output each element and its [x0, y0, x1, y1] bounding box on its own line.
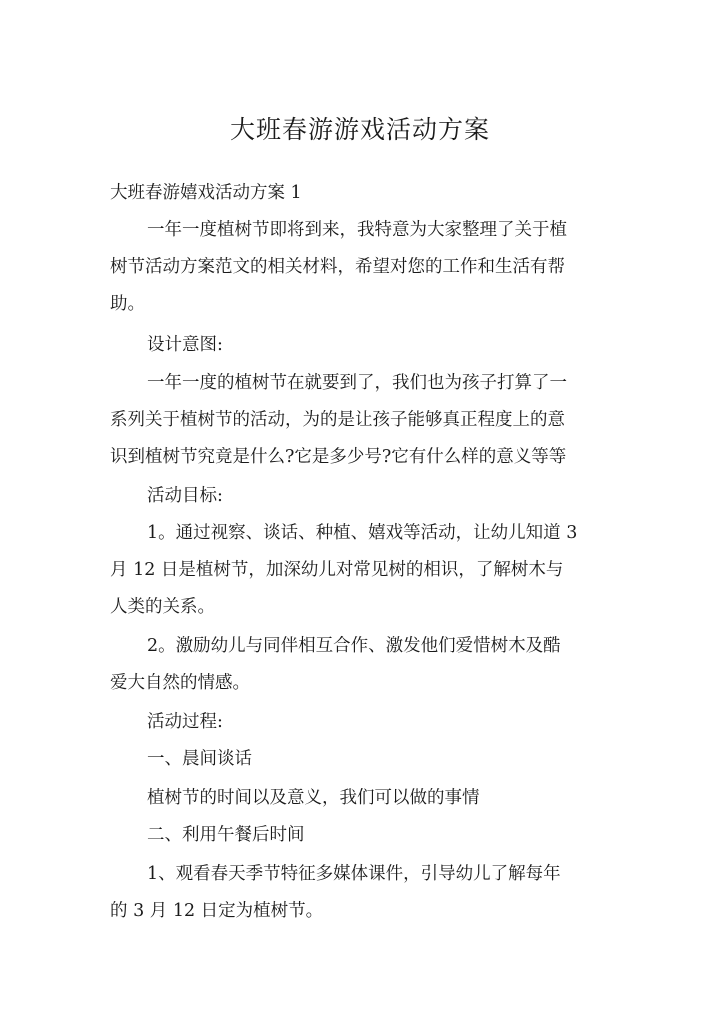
paragraph-line: 识到植树节究竟是什么?它是多少号?它有什么样的意义等等 — [110, 447, 567, 467]
subheading-activity-goals: 活动目标: — [147, 486, 223, 506]
paragraph-line: 助。 — [110, 294, 145, 314]
paragraph-line: 树节活动方案范文的相关材料，希望对您的工作和生活有帮 — [110, 257, 565, 277]
subheading-activity-process: 活动过程: — [147, 712, 223, 732]
paragraph-line: 人类的关系。 — [110, 597, 215, 617]
section-heading: 大班春游嬉戏活动方案 1 — [110, 183, 302, 203]
paragraph-line: 的 3 月 12 日定为植树节。 — [110, 901, 324, 921]
paragraph-line: 植树节的时间以及意义，我们可以做的事情 — [147, 788, 480, 808]
paragraph-line: 一年一度植树节即将到来，我特意为大家整理了关于植 — [147, 220, 567, 240]
subheading-after-lunch: 二、利用午餐后时间 — [147, 825, 305, 845]
paragraph-line: 爱大自然的情感。 — [110, 673, 250, 693]
paragraph-line: 月 12 日是植树节，加深幼儿对常见树的相识，了解树木与 — [110, 560, 564, 580]
paragraph-line: 系列关于植树节的活动，为的是让孩子能够真正程度上的意 — [110, 410, 565, 430]
paragraph-line: 1。通过视察、谈话、种植、嬉戏等活动，让幼儿知道 3 — [147, 523, 578, 543]
subheading-morning-talk: 一、晨间谈话 — [147, 749, 252, 769]
paragraph-line: 一年一度的植树节在就要到了，我们也为孩子打算了一 — [147, 373, 567, 393]
paragraph-line: 2。激励幼儿与同伴相互合作、激发他们爱惜树木及酷 — [147, 636, 561, 656]
subheading-design-intent: 设计意图: — [147, 335, 223, 355]
paragraph-line: 1、观看春天季节特征多媒体课件，引导幼儿了解每年 — [147, 864, 561, 884]
document-title: 大班春游游戏活动方案 — [229, 115, 490, 144]
